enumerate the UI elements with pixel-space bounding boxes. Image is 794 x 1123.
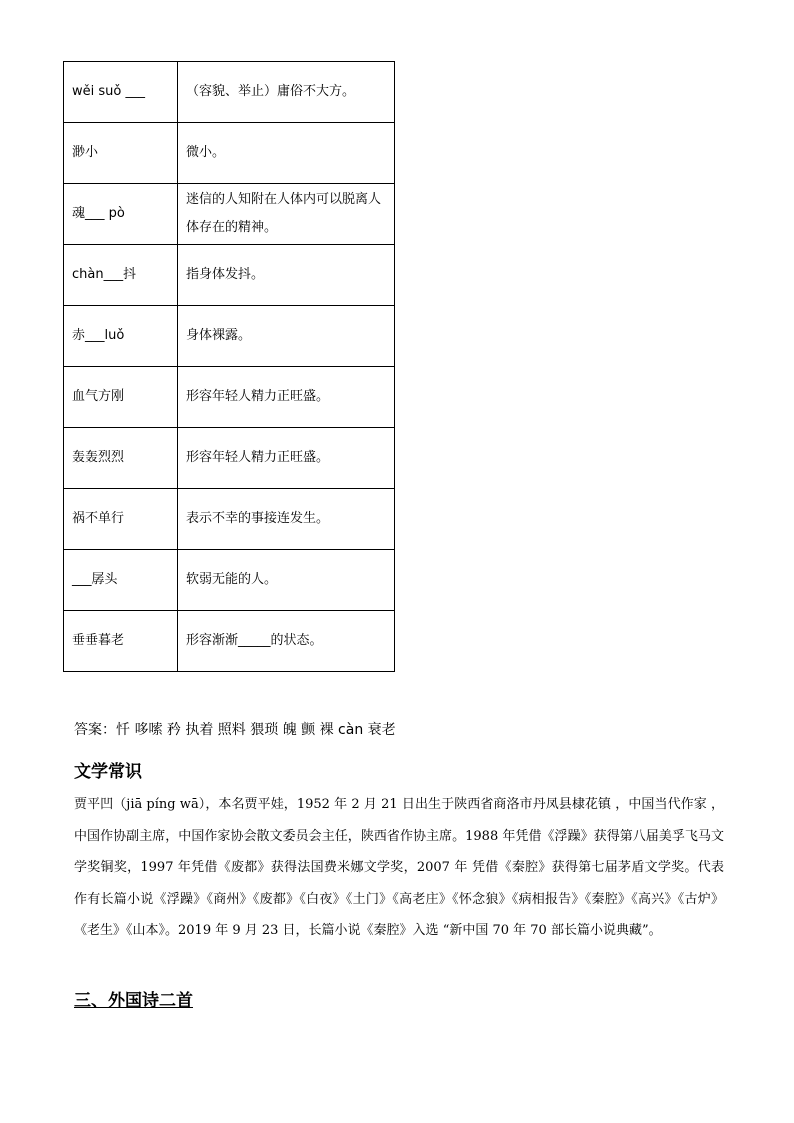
- definition-cell: 形容渐渐_____的状态。: [178, 611, 395, 672]
- term-cell: 轰轰烈烈: [64, 428, 178, 489]
- term-cell: 祸不单行: [64, 489, 178, 550]
- table-row: [64, 123, 395, 184]
- term-cell: 赤___luǒ: [64, 306, 178, 367]
- vocabulary-table: [63, 61, 395, 672]
- table-row: [64, 428, 395, 489]
- definition-cell: 软弱无能的人。: [178, 550, 395, 611]
- table-row: [64, 611, 395, 672]
- section-heading: 三、外国诗二首: [74, 991, 193, 1011]
- table-row: [64, 367, 395, 428]
- term-cell: ___孱头: [64, 550, 178, 611]
- definition-cell: 身体裸露。: [178, 306, 395, 367]
- term-cell: 魂___ pò: [64, 184, 178, 245]
- literature-paragraph: 贾平凹（jiā píng wā），本名贾平娃，1952 年 2 月 21 日出生于陕西省商洛市丹凤县棣花镇 ，中国当代作家 ，中国作协副主席，中国作家协会散文委员会主任，陕西省作协主席。1988 年凭借《浮躁》获得第八届美孚飞马文学奖铜奖，1997 年凭借《废都》获得法国费米娜文学奖，2007 年 凭借《秦腔》获得第七届茅盾文学奖。代表作有长篇小说《浮躁》《商州》《废都》《白夜》《土门》《高老庄》《怀念狼》《病相报告》《秦腔》《高兴》《古炉》《老生》《山本》。2019 年 9 月 23 日，长篇小说《秦腔》入选 “新中国 70 年 70 部长篇小说典藏”。: [74, 797, 724, 938]
- term-cell: wěi suǒ ___: [64, 62, 178, 123]
- table-row: [64, 184, 395, 245]
- table-row: [64, 550, 395, 611]
- definition-cell: 迷信的人知附在人体内可以脱离人体存在的精神。: [178, 184, 395, 245]
- table-row: [64, 62, 395, 123]
- definition-cell: 微小。: [178, 123, 395, 184]
- table-row: [64, 245, 395, 306]
- answer-line: 答案：忏 哆嗦 矜 执着 照料 猥琐 魄 颤 裸 càn 衰老: [74, 722, 396, 738]
- definition-cell: 表示不幸的事接连发生。: [178, 489, 395, 550]
- term-cell: 渺小: [64, 123, 178, 184]
- definition-cell: 形容年轻人精力正旺盛。: [178, 428, 395, 489]
- definition-cell: 指身体发抖。: [178, 245, 395, 306]
- table-row: [64, 306, 395, 367]
- term-cell: 血气方刚: [64, 367, 178, 428]
- definition-cell: 形容年轻人精力正旺盛。: [178, 367, 395, 428]
- term-cell: chàn___抖: [64, 245, 178, 306]
- literature-heading: 文学常识: [74, 762, 142, 782]
- table-row: [64, 489, 395, 550]
- term-cell: 垂垂暮老: [64, 611, 178, 672]
- definition-cell: （容貌、举止）庸俗不大方。: [178, 62, 395, 123]
